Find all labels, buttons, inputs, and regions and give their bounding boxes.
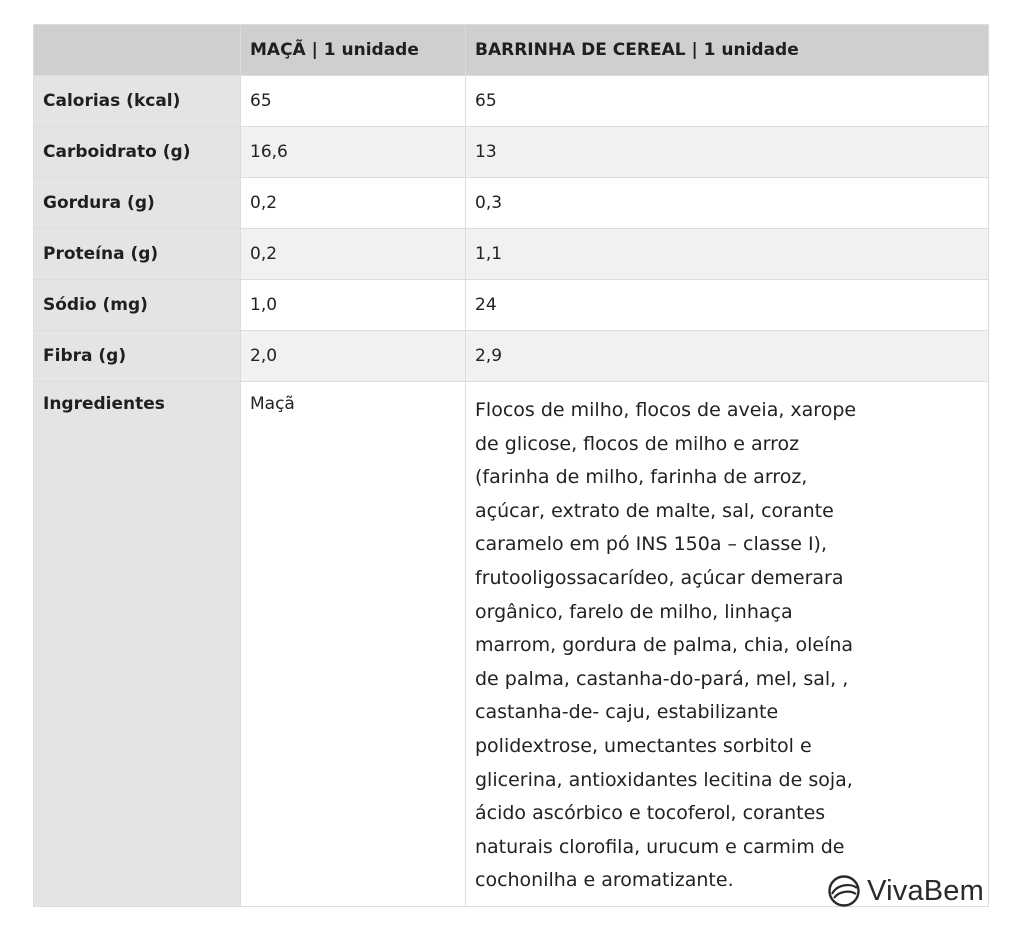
row-label: Fibra (g) — [34, 331, 241, 382]
nutrition-comparison-table — [33, 24, 989, 907]
barrinha-value: 2,9 — [466, 331, 989, 382]
header-maca: MAÇÃ | 1 unidade — [241, 25, 466, 76]
table-row — [34, 127, 989, 178]
row-label: Calorias (kcal) — [34, 76, 241, 127]
barrinha-value: 0,3 — [466, 178, 989, 229]
header-barrinha: BARRINHA DE CEREAL | 1 unidade — [466, 25, 989, 76]
vivabem-logo — [827, 874, 984, 908]
barrinha-value: 13 — [466, 127, 989, 178]
table-row — [34, 280, 989, 331]
maca-ingredients: Maçã — [241, 382, 466, 907]
vivabem-logo-icon — [827, 874, 861, 908]
ingredients-row — [34, 382, 989, 907]
barrinha-ingredients: Flocos de milho, flocos de aveia, xarope de glicose, flocos de milho e arroz (farinha de milho, farinha de arroz, açúcar, extrato de malte, sal, corante caramelo em pó INS 150a – classe I), frutooligossacarídeo, açúcar demerara orgânico, farelo de milho, linhaça marrom, gordura de palma, chia, oleína de palma, castanha-do-pará, mel, sal, , castanha-de- caju, estabilizante polidextrose, umectantes sorbitol e glicerina, antioxidantes lecitina de soja, ácido ascórbico e tocoferol, corantes naturais clorofila, urucum e carmim de cochonilha e aromatizante. — [475, 399, 857, 892]
table-row — [34, 229, 989, 280]
maca-value: 0,2 — [241, 178, 466, 229]
row-label: Ingredientes — [34, 382, 241, 907]
header-empty-cell — [34, 25, 241, 76]
table-row — [34, 76, 989, 127]
barrinha-value: 65 — [466, 76, 989, 127]
table-row — [34, 331, 989, 382]
row-label: Carboidrato (g) — [34, 127, 241, 178]
maca-value: 1,0 — [241, 280, 466, 331]
barrinha-value: 24 — [466, 280, 989, 331]
table-row — [34, 178, 989, 229]
maca-value: 0,2 — [241, 229, 466, 280]
row-label: Sódio (mg) — [34, 280, 241, 331]
maca-value: 2,0 — [241, 331, 466, 382]
row-label: Gordura (g) — [34, 178, 241, 229]
barrinha-value: 1,1 — [466, 229, 989, 280]
table-header-row — [34, 25, 989, 76]
logo-text: VivaBem — [867, 874, 984, 907]
barrinha-ingredients-cell — [466, 382, 989, 907]
row-label: Proteína (g) — [34, 229, 241, 280]
maca-value: 65 — [241, 76, 466, 127]
maca-value: 16,6 — [241, 127, 466, 178]
